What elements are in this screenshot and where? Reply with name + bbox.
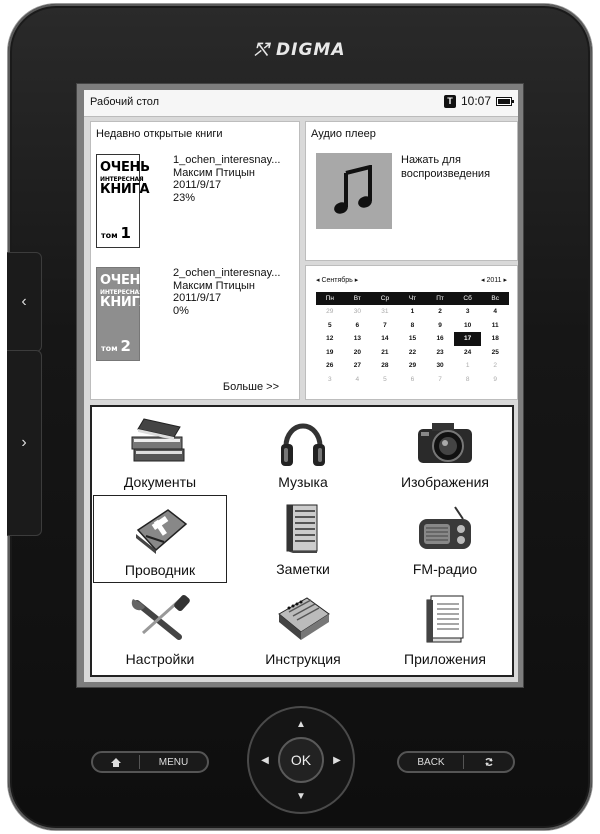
calendar-day[interactable]: 10 (464, 321, 472, 329)
calendar-day[interactable]: 4 (355, 375, 360, 383)
calendar-day[interactable]: 25 (491, 348, 499, 356)
calendar-day[interactable]: 8 (410, 321, 415, 329)
calendar-grid (316, 292, 509, 386)
calendar-day-selected[interactable]: 17 (454, 332, 482, 346)
calendar-weekday: Ср (371, 292, 399, 305)
calendar-day[interactable]: 3 (327, 375, 332, 383)
app-tile[interactable] (378, 495, 512, 583)
app-label: Инструкция (265, 651, 341, 667)
menu-button[interactable]: MENU (158, 756, 189, 768)
home-icon (111, 758, 121, 767)
app-tile[interactable] (378, 408, 512, 496)
book-cover-2[interactable]: ОЧЕНЬ ИНТЕРЕСНАЯ КНИГА том 2 (96, 267, 140, 361)
app-label: Проводник (124, 562, 196, 578)
audio-player-title: Аудио плеер (311, 128, 376, 140)
app-label: Приложения (404, 651, 486, 667)
calendar-day[interactable]: 6 (355, 321, 360, 329)
calendar-day[interactable]: 2 (438, 308, 442, 315)
book-author: Максим Птицын (173, 279, 255, 292)
chevron-right-icon: › (21, 434, 27, 451)
calendar-day[interactable]: 5 (327, 321, 332, 329)
calendar-panel (305, 265, 518, 400)
calendar-day[interactable]: 20 (353, 348, 361, 356)
app-grid (90, 405, 514, 677)
app-tile[interactable] (93, 408, 227, 496)
calendar-day[interactable]: 2 (493, 362, 498, 369)
page-title: Рабочий стол (90, 96, 160, 108)
calendar-day[interactable]: 23 (436, 348, 444, 356)
calendar-weekday: Вс (481, 292, 509, 305)
recent-books-panel (90, 121, 300, 400)
brand-logo: ⤲ DIGMA (254, 40, 346, 60)
book-filename: 2_ochen_interesnay... (173, 267, 281, 279)
file-manager-icon (128, 502, 192, 558)
calendar-year[interactable]: ◂ 2011 ▸ (481, 277, 507, 284)
calendar-day[interactable]: 3 (465, 308, 470, 315)
calendar-day[interactable]: 16 (436, 335, 444, 342)
app-label: Настройки (125, 651, 195, 667)
back-button[interactable]: BACK (417, 756, 445, 768)
book-date: 2011/9/17 (173, 292, 222, 304)
book-date: 2011/9/17 (173, 179, 222, 191)
page-next-button[interactable] (7, 350, 42, 536)
page-prev-button[interactable] (7, 252, 42, 352)
app-status-icon: T (444, 95, 456, 108)
book-filename: 1_ochen_interesnay... (173, 154, 281, 166)
chevron-left-icon: ‹ (21, 293, 27, 310)
navigation-dpad (247, 706, 355, 814)
app-tile[interactable] (236, 408, 370, 496)
calendar-day[interactable]: 22 (408, 348, 417, 356)
app-tile[interactable] (93, 585, 227, 673)
calendar-weekday: Пт (426, 292, 454, 305)
more-books-link[interactable]: Больше >> (222, 381, 279, 393)
status-bar (84, 90, 518, 117)
calendar-day[interactable]: 14 (381, 335, 389, 342)
calendar-day[interactable]: 29 (326, 308, 334, 315)
calendar-day[interactable]: 29 (408, 362, 417, 369)
audio-play-hint: Нажать для воспроизведения (401, 154, 491, 180)
headphones-icon (271, 414, 335, 470)
left-arrow-button[interactable]: ◀ (261, 754, 269, 766)
book-info-1[interactable] (173, 154, 280, 204)
calendar-day[interactable]: 7 (438, 375, 442, 383)
calendar-day[interactable]: 31 (381, 308, 389, 315)
calendar-day[interactable]: 24 (464, 348, 472, 356)
app-label: FM-радио (412, 561, 478, 577)
calendar-weekday: Пн (316, 292, 344, 305)
calendar-day[interactable]: 15 (408, 335, 417, 342)
applications-icon (413, 591, 477, 647)
books-icon (128, 414, 192, 470)
music-note-icon (316, 153, 392, 229)
right-arrow-button[interactable]: ▶ (333, 754, 341, 766)
calendar-day[interactable]: 11 (491, 321, 499, 329)
calendar-day[interactable]: 12 (326, 335, 334, 342)
rotate-icon (484, 757, 494, 767)
app-tile[interactable] (236, 585, 370, 673)
wrench-screwdriver-icon (128, 591, 192, 647)
app-tile[interactable] (236, 495, 370, 583)
app-label: Изображения (401, 474, 489, 490)
down-arrow-button[interactable]: ▼ (296, 790, 306, 802)
calendar-day[interactable]: 18 (491, 335, 499, 342)
calendar-day[interactable]: 30 (436, 362, 444, 369)
calendar-day[interactable]: 1 (465, 362, 470, 369)
home-button[interactable] (93, 753, 139, 771)
book-author: Максим Птицын (173, 166, 255, 179)
calendar-day[interactable]: 1 (410, 308, 415, 315)
ok-button[interactable]: OK (278, 737, 324, 783)
camera-icon (413, 414, 477, 470)
calendar-day[interactable]: 30 (353, 308, 361, 315)
rotate-button[interactable] (464, 753, 513, 771)
recent-books-title: Недавно открытые книги (96, 128, 223, 140)
calendar-day[interactable]: 6 (410, 375, 415, 383)
up-arrow-button[interactable]: ▲ (296, 718, 306, 730)
calendar-month[interactable]: ◂ Сентябрь ▸ (316, 277, 359, 284)
audio-player-panel[interactable] (305, 121, 518, 261)
app-label: Музыка (278, 474, 328, 490)
calendar-day[interactable]: 27 (353, 362, 361, 369)
calendar-day[interactable]: 4 (493, 308, 498, 315)
clock: 10:07 (460, 94, 491, 108)
calendar-day[interactable]: 7 (383, 321, 387, 329)
book-progress: 0% (173, 304, 189, 317)
home-menu-button-group (91, 751, 209, 773)
battery-icon (496, 97, 512, 106)
calendar-day[interactable]: 21 (381, 348, 389, 356)
radio-icon (413, 501, 477, 557)
calendar-day[interactable]: 13 (353, 335, 361, 342)
back-rotate-button-group (397, 751, 515, 773)
calendar-day[interactable]: 26 (326, 362, 334, 369)
calendar-day[interactable]: 9 (438, 321, 442, 329)
screen (84, 90, 518, 682)
calendar-day[interactable]: 19 (326, 348, 334, 356)
app-label: Заметки (276, 561, 330, 577)
calendar-day[interactable]: 5 (383, 375, 387, 383)
calendar-weekday: Чт (399, 292, 427, 305)
manual-icon (271, 591, 335, 647)
book-info-2[interactable] (173, 267, 280, 317)
app-tile[interactable] (93, 495, 227, 583)
book-cover-1[interactable]: ОЧЕНЬ ИНТЕРЕСНАЯ КНИГА том 1 (96, 154, 140, 248)
calendar-weekday: Сб (454, 292, 482, 305)
calendar-day[interactable]: 9 (493, 375, 498, 383)
app-tile[interactable] (378, 585, 512, 673)
calendar-day[interactable]: 8 (465, 375, 470, 383)
calendar-day[interactable]: 28 (381, 362, 389, 369)
app-label: Документы (123, 474, 197, 490)
book-progress: 23% (173, 191, 196, 204)
calendar-weekday: Вт (344, 292, 372, 305)
notes-icon (271, 501, 335, 557)
